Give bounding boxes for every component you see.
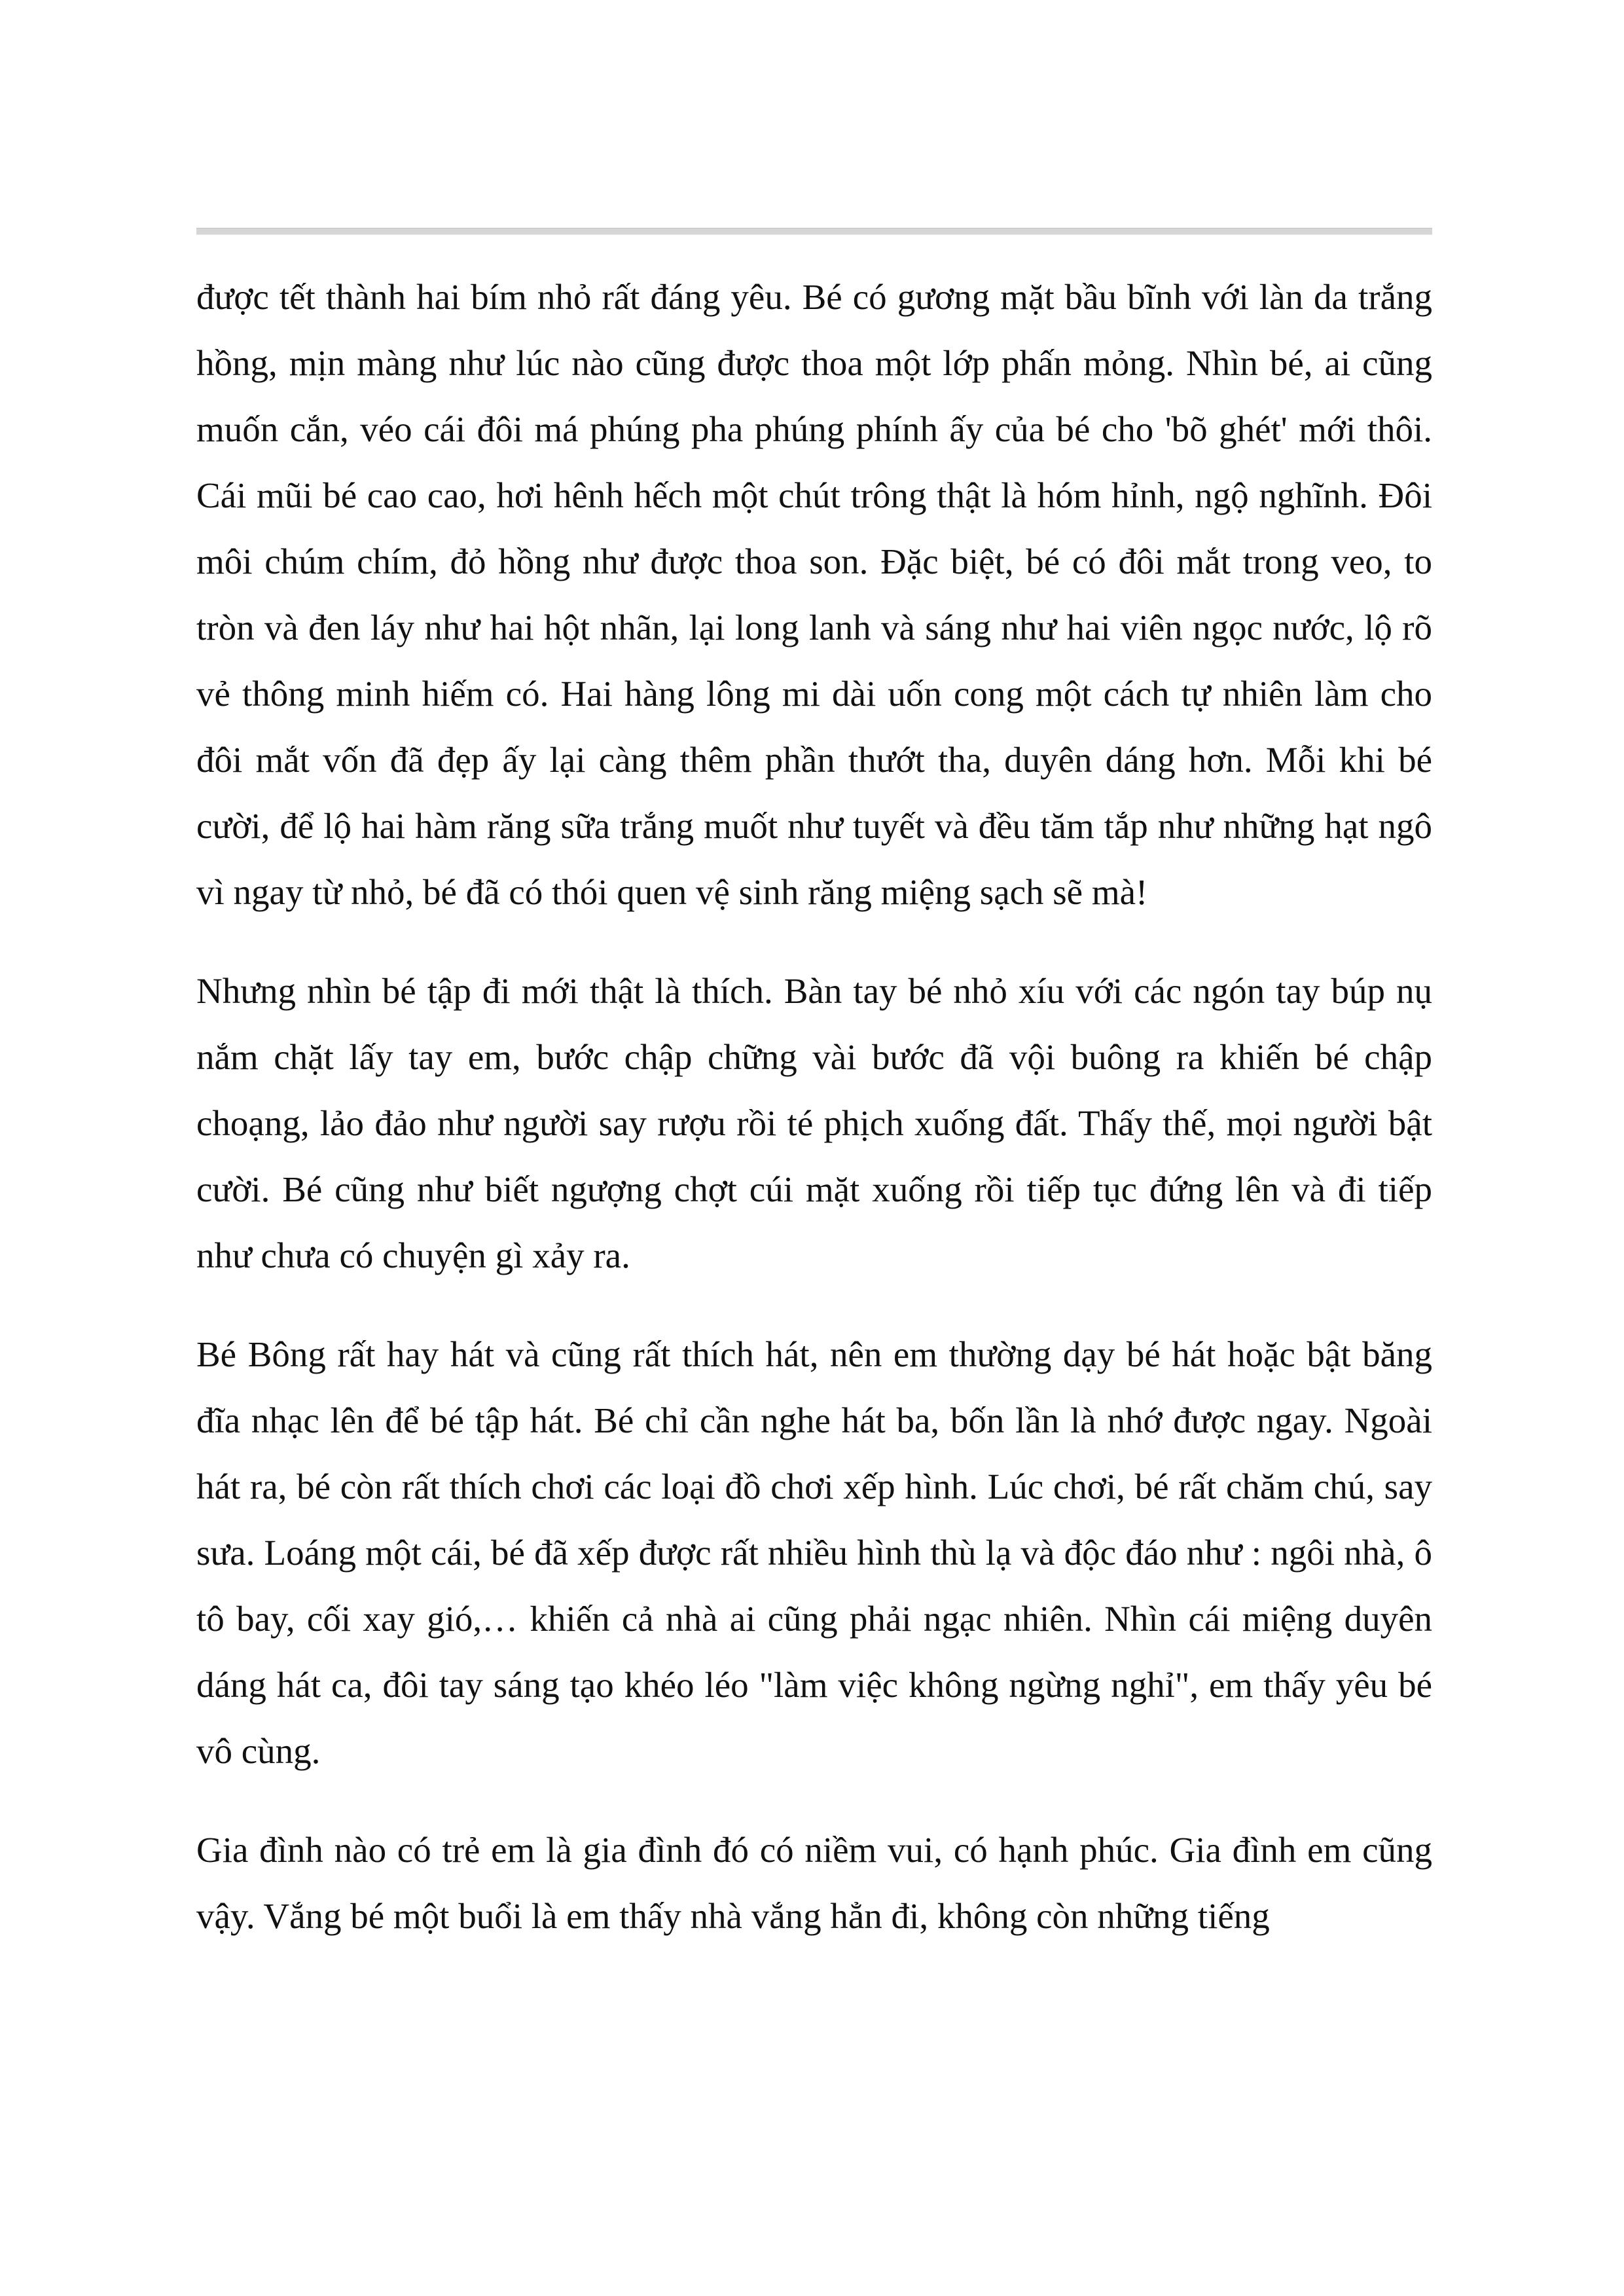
document-body [196,264,1432,1982]
paragraph-3: Bé Bông rất hay hát và cũng rất thích hát, nên em thường dạy bé hát hoặc bật băng đĩa nhạc lên để bé tập hát. Bé chỉ cần nghe hát ba, bốn lần là nhớ được ngay. Ngoài hát ra, bé còn rất thích chơi các loại đồ chơi xếp hình. Lúc chơi, bé rất chăm chú, say sưa. Loáng một cái, bé đã xếp được rất nhiều hình thù lạ và độc đáo như : ngôi nhà, ô tô bay, cối xay gió,… khiến cả nhà ai cũng phải ngạc nhiên. Nhìn cái miệng duyên dáng hát ca, đôi tay sáng tạo khéo léo "làm việc không ngừng nghỉ", em thấy yêu bé vô cùng. [196,1334,1432,1771]
top-divider [196,228,1432,235]
paragraph-1: được tết thành hai bím nhỏ rất đáng yêu. Bé có gương mặt bầu bĩnh với làn da trắng hồng, mịn màng như lúc nào cũng được thoa một lớp phấn mỏng. Nhìn bé, ai cũng muốn cắn, véo cái đôi má phúng pha phúng phính ấy của bé cho 'bõ ghét' mới thôi. Cái mũi bé cao cao, hơi hênh hếch một chút trông thật là hóm hỉnh, ngộ nghĩnh. Đôi môi chúm chím, đỏ hồng như được thoa son. Đặc biệt, bé có đôi mắt trong veo, to tròn và đen láy như hai hột nhãn, lại long lanh và sáng như hai viên ngọc nước, lộ rõ vẻ thông minh hiếm có. Hai hàng lông mi dài uốn cong một cách tự nhiên làm cho đôi mắt vốn đã đẹp ấy lại càng thêm phần thướt tha, duyên dáng hơn. Mỗi khi bé cười, để lộ hai hàm răng sữa trắng muốt như tuyết và đều tăm tắp như những hạt ngô vì ngay từ nhỏ, bé đã có thói quen vệ sinh răng miệng sạch sẽ mà! [196,277,1432,912]
paragraph-2: Nhưng nhìn bé tập đi mới thật là thích. Bàn tay bé nhỏ xíu với các ngón tay búp nụ nắm chặt lấy tay em, bước chập chững vài bước đã vội buông ra khiến bé chập choạng, lảo đảo như người say rượu rồi té phịch xuống đất. Thấy thế, mọi người bật cười. Bé cũng như biết ngượng chợt cúi mặt xuống rồi tiếp tục đứng lên và đi tiếp như chưa có chuyện gì xảy ra. [196,971,1432,1275]
paragraph-4: Gia đình nào có trẻ em là gia đình đó có niềm vui, có hạnh phúc. Gia đình em cũng vậy. Vắng bé một buổi là em thấy nhà vắng hẳn đi, không còn những tiếng [196,1830,1432,1936]
